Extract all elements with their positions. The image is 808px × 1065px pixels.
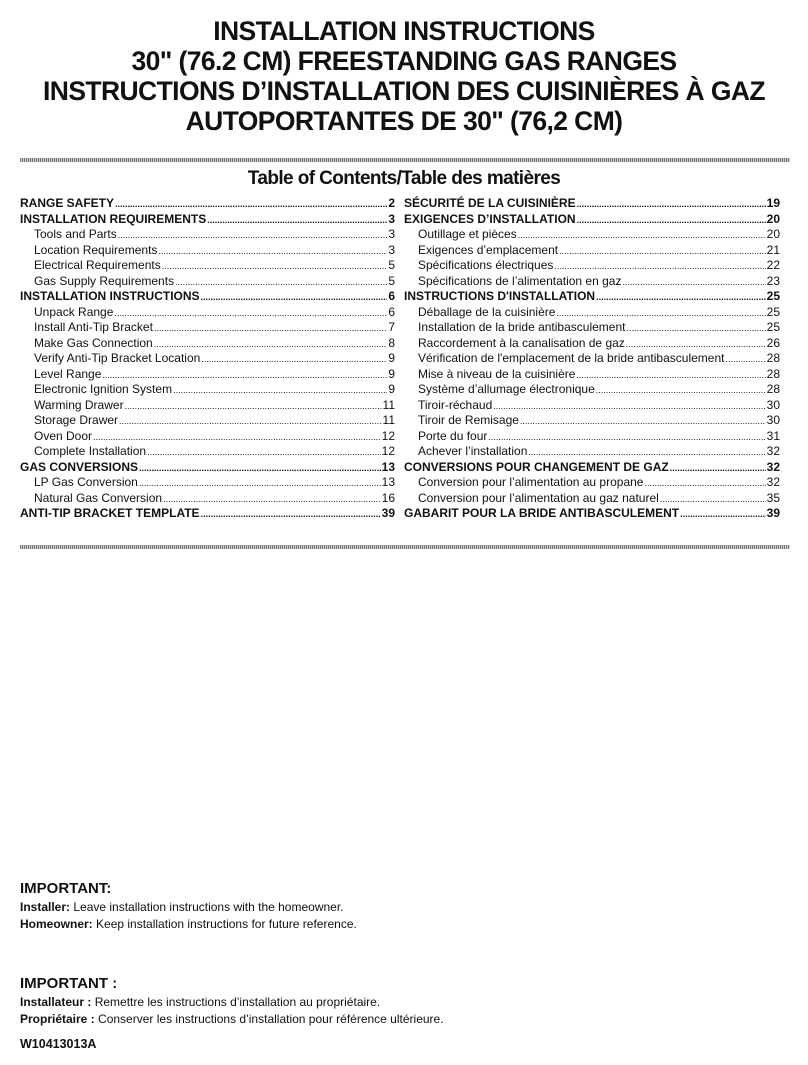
toc-leader-dots — [115, 196, 387, 210]
toc-entry-page: 12 — [381, 444, 395, 458]
toc-entry-label: Vérification de l'emplacement de la bride antibasculement — [418, 351, 725, 365]
toc-entry — [20, 444, 395, 460]
title-line-4: AUTOPORTANTES DE 30" (76,2 CM) — [185, 106, 623, 136]
installer-text: Leave installation instructions with the homeowner. — [70, 900, 344, 914]
toc-leader-dots — [158, 243, 387, 257]
toc-entry-label: Raccordement à la canalisation de gaz — [418, 335, 625, 350]
installateur-text: Remettre les instructions d’installation au propriétaire. — [91, 995, 381, 1009]
title-line-1: INSTALLATION INSTRUCTIONS — [213, 16, 595, 46]
installer-note — [20, 899, 357, 916]
toc-entry-page: 39 — [381, 506, 395, 520]
toc-entry-label: Installation de la bride antibasculement — [418, 320, 626, 334]
proprietaire-label: Propriétaire : — [20, 1012, 95, 1026]
toc-entry-label: EXIGENCES D’INSTALLATION — [404, 211, 576, 226]
toc-entry-page: 20 — [766, 211, 780, 226]
homeowner-note — [20, 916, 357, 933]
toc-entry-page: 3 — [388, 227, 395, 241]
toc-entry-label: Natural Gas Conversion — [34, 490, 163, 505]
toc-entry — [404, 413, 780, 429]
toc-column-english — [20, 196, 395, 522]
toc-leader-dots — [118, 227, 388, 241]
toc-entry — [404, 351, 780, 367]
toc-entry-page: 28 — [766, 382, 780, 396]
important-heading-fr: IMPORTANT : — [20, 975, 118, 992]
toc-entry-page: 39 — [766, 506, 780, 520]
toc-entry-page: 25 — [766, 304, 780, 319]
toc-entry-page: 5 — [388, 258, 395, 272]
toc-leader-dots — [559, 243, 766, 257]
toc-entry-page: 11 — [382, 397, 395, 412]
toc-entry — [20, 196, 395, 212]
toc-entry-page: 21 — [766, 242, 780, 257]
toc-entry-page: 20 — [766, 227, 780, 241]
toc-leader-dots — [139, 460, 381, 474]
homeowner-text: Keep installation instructions for future reference. — [92, 917, 357, 931]
toc-entry-label: Storage Drawer — [34, 413, 119, 427]
toc-leader-dots — [528, 444, 765, 458]
toc-entry-page: 7 — [388, 320, 395, 334]
toc-entry — [404, 444, 780, 460]
toc-entry-label: Outillage et pièces — [418, 227, 517, 241]
toc-entry-label: CONVERSIONS POUR CHANGEMENT DE GAZ — [404, 459, 669, 474]
toc-entry-page: 13 — [381, 475, 395, 489]
toc-entry-page: 12 — [381, 428, 395, 443]
important-notice-french — [20, 974, 444, 1028]
toc-entry-label: Système d’allumage électronique — [418, 382, 595, 396]
toc-entry-label: Level Range — [34, 366, 102, 381]
toc-entry — [404, 398, 780, 414]
toc-entry-page: 3 — [388, 242, 395, 257]
important-heading: IMPORTANT: — [20, 880, 112, 897]
toc-leader-dots — [488, 429, 765, 443]
title-line-3: INSTRUCTIONS D’INSTALLATION DES CUISINIÈRES À GAZ — [43, 76, 765, 106]
toc-entry-label: Tools and Parts — [34, 227, 117, 241]
toc-entry — [20, 243, 395, 259]
toc-leader-dots — [154, 320, 387, 334]
toc-entry-label: Spécifications électriques — [418, 258, 554, 272]
toc-entry-page: 26 — [766, 335, 780, 350]
important-notice-english — [20, 879, 357, 933]
toc-entry — [20, 227, 395, 243]
toc-leader-dots — [725, 351, 765, 365]
toc-leader-dots — [644, 475, 765, 489]
toc-leader-dots — [173, 382, 387, 396]
toc-entry-label: Complete Installation — [34, 444, 147, 458]
toc-entry-page: 22 — [766, 258, 780, 272]
toc-entry — [20, 382, 395, 398]
toc-leader-dots — [596, 382, 766, 396]
toc-entry — [20, 336, 395, 352]
toc-entry-label: Location Requirements — [34, 242, 158, 257]
toc-entry-label: SÉCURITÉ DE LA CUISINIÈRE — [404, 196, 576, 210]
toc-entry-label: RANGE SAFETY — [20, 196, 115, 210]
toc-entry — [404, 196, 780, 212]
toc-entry-label: Achever l’installation — [418, 444, 528, 458]
toc-leader-dots — [554, 258, 765, 272]
toc-entry — [404, 274, 780, 290]
toc-entry — [404, 243, 780, 259]
toc-entry-label: INSTALLATION INSTRUCTIONS — [20, 289, 200, 303]
toc-entry-page: 25 — [766, 289, 780, 303]
toc-entry-page: 35 — [766, 490, 780, 505]
toc-entry — [404, 305, 780, 321]
toc-entry — [404, 320, 780, 336]
divider-top — [20, 158, 790, 162]
toc-entry-page: 19 — [766, 196, 780, 210]
toc-entry-page: 8 — [388, 335, 395, 350]
toc-entry-label: Mise à niveau de la cuisinière — [418, 366, 576, 381]
toc-leader-dots — [660, 491, 766, 505]
toc-entry-label: INSTRUCTIONS D'INSTALLATION — [404, 289, 596, 303]
toc-entry — [20, 429, 395, 445]
toc-leader-dots — [493, 398, 765, 412]
toc-entry — [20, 320, 395, 336]
toc-entry-page: 31 — [766, 428, 780, 443]
toc-entry — [404, 382, 780, 398]
toc-leader-dots — [577, 196, 766, 210]
toc-entry-label: Electrical Requirements — [34, 258, 161, 272]
toc-entry-label: Unpack Range — [34, 304, 114, 319]
toc-entry-page: 25 — [766, 320, 780, 334]
toc-entry-page: 30 — [766, 413, 780, 427]
toc-entry — [20, 413, 395, 429]
toc-leader-dots — [680, 506, 766, 520]
toc-leader-dots — [119, 413, 381, 427]
toc-entry-label: Install Anti-Tip Bracket — [34, 320, 153, 334]
toc-entry — [404, 258, 780, 274]
toc-entry-page: 28 — [766, 366, 780, 381]
toc-entry — [20, 258, 395, 274]
proprietaire-note — [20, 1011, 444, 1028]
toc-entry-label: Déballage de la cuisinière — [418, 304, 556, 319]
toc-entry-label: GAS CONVERSIONS — [20, 459, 139, 474]
toc-entry — [404, 289, 780, 305]
toc-leader-dots — [207, 212, 387, 226]
part-number: W10413013A — [20, 1037, 97, 1051]
installateur-label: Installateur : — [20, 995, 92, 1009]
toc-entry-label: Verify Anti-Tip Bracket Location — [34, 351, 201, 365]
toc-entry — [404, 429, 780, 445]
toc-leader-dots — [175, 274, 387, 288]
toc-leader-dots — [163, 491, 381, 505]
toc-entry — [20, 212, 395, 228]
toc-entry-label: Conversion pour l’alimentation au gaz naturel — [418, 490, 659, 505]
toc-entry — [404, 460, 780, 476]
toc-leader-dots — [201, 351, 387, 365]
toc-heading: Table of Contents/Table des matières — [247, 168, 561, 189]
toc-entry-label: Oven Door — [34, 428, 93, 443]
toc-entry-page: 6 — [388, 289, 395, 303]
toc-column-french — [404, 196, 780, 522]
installateur-note — [20, 994, 444, 1011]
toc-leader-dots — [576, 367, 765, 381]
toc-entry-page: 16 — [381, 490, 395, 505]
toc-leader-dots — [201, 506, 381, 520]
toc-entry-page: 32 — [766, 475, 780, 489]
toc-entry — [20, 460, 395, 476]
toc-entry — [20, 398, 395, 414]
toc-entry-label: Tiroir de Remisage — [418, 413, 519, 427]
toc-entry-page: 23 — [766, 273, 780, 288]
toc-entry — [404, 491, 780, 507]
toc-leader-dots — [626, 336, 766, 350]
toc-entry — [20, 491, 395, 507]
toc-entry — [404, 227, 780, 243]
toc-entry-label: Make Gas Connection — [34, 335, 153, 350]
toc-leader-dots — [154, 336, 388, 350]
toc-leader-dots — [596, 289, 766, 303]
toc-entry-label: Spécifications de l’alimentation en gaz — [418, 273, 622, 288]
toc-entry-label: Tiroir-réchaud — [418, 397, 493, 412]
toc-entry-label: Porte du four — [418, 428, 488, 443]
toc-entry — [404, 506, 780, 522]
toc-entry — [404, 212, 780, 228]
toc-leader-dots — [556, 305, 765, 319]
toc-leader-dots — [626, 320, 765, 334]
homeowner-label: Homeowner: — [20, 917, 93, 931]
toc-entry-page: 2 — [388, 196, 395, 210]
toc-entry-page: 30 — [766, 397, 780, 412]
toc-entry — [20, 475, 395, 491]
toc-entry-label: Exigences d’emplacement — [418, 242, 559, 257]
toc-entry — [20, 289, 395, 305]
toc-leader-dots — [520, 413, 766, 427]
toc-entry-label: Warming Drawer — [34, 397, 124, 412]
toc-entry-page: 9 — [388, 351, 395, 365]
toc-entry-page: 13 — [381, 459, 395, 474]
toc-entry-page: 32 — [766, 444, 780, 458]
toc-leader-dots — [162, 258, 388, 272]
toc-entry-label: LP Gas Conversion — [34, 475, 138, 489]
toc-entry-label: ANTI-TIP BRACKET TEMPLATE — [20, 506, 200, 520]
toc-leader-dots — [102, 367, 387, 381]
toc-leader-dots — [125, 398, 382, 412]
toc-leader-dots — [518, 227, 766, 241]
toc-entry-page: 6 — [388, 304, 395, 319]
toc-entry-label: INSTALLATION REQUIREMENTS — [20, 211, 207, 226]
title-line-2: 30" (76.2 CM) FREESTANDING GAS RANGES — [131, 46, 677, 76]
toc-entry — [404, 336, 780, 352]
toc-entry-label: Gas Supply Requirements — [34, 273, 175, 288]
toc-entry-page: 9 — [388, 366, 395, 381]
toc-entry — [20, 506, 395, 522]
toc-entry — [404, 367, 780, 383]
toc-entry-label: Conversion pour l’alimentation au propane — [418, 475, 644, 489]
document-title — [0, 16, 808, 136]
toc-entry — [404, 475, 780, 491]
toc-leader-dots — [147, 444, 381, 458]
toc-entry — [20, 351, 395, 367]
toc-entry-label: Electronic Ignition System — [34, 382, 173, 396]
toc-leader-dots — [114, 305, 387, 319]
toc-entry — [20, 367, 395, 383]
toc-entry-page: 32 — [766, 459, 780, 474]
toc-entry-page: 28 — [766, 351, 780, 365]
toc-entry-page: 9 — [388, 382, 395, 396]
toc-leader-dots — [577, 212, 766, 226]
toc-entry — [20, 305, 395, 321]
toc-entry — [20, 274, 395, 290]
toc-leader-dots — [93, 429, 381, 443]
toc-leader-dots — [139, 475, 381, 489]
toc-leader-dots — [622, 274, 765, 288]
toc-leader-dots — [670, 460, 766, 474]
installer-label: Installer: — [20, 900, 71, 914]
toc-entry-page: 3 — [388, 211, 395, 226]
toc-leader-dots — [201, 289, 388, 303]
divider-bottom — [20, 545, 790, 549]
proprietaire-text: Conserver les instructions d’installation pour référence ultérieure. — [94, 1012, 444, 1026]
toc-entry-label: GABARIT POUR LA BRIDE ANTIBASCULEMENT — [404, 506, 680, 520]
toc-entry-page: 5 — [388, 273, 395, 288]
toc-entry-page: 11 — [382, 413, 395, 427]
